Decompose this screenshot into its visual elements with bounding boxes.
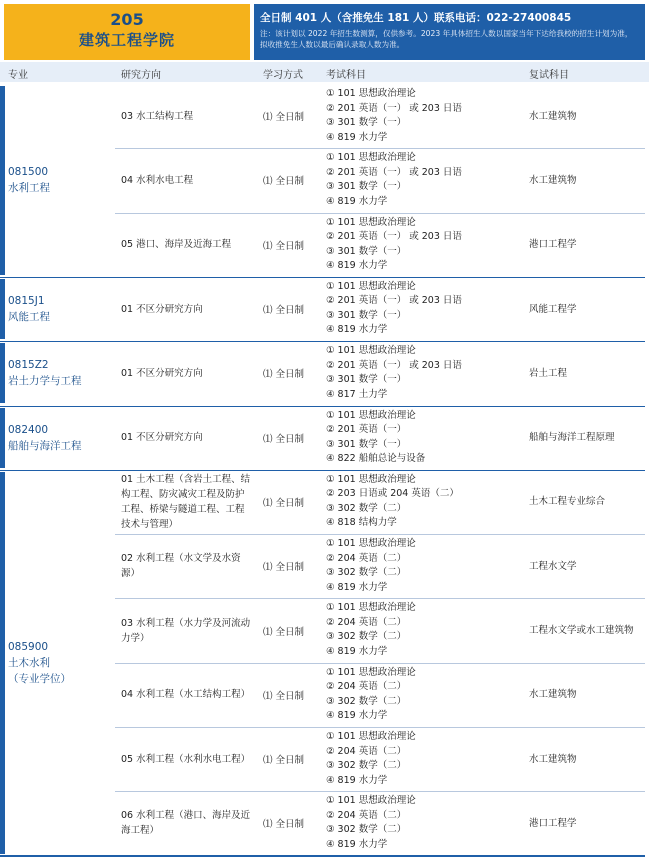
- exam-subjects: [326, 409, 425, 467]
- table-row: [115, 598, 645, 662]
- exam-subject: ④ 817 土力学: [326, 388, 388, 400]
- col-direction: 研究方向: [121, 70, 161, 81]
- school-code: 205: [110, 10, 144, 29]
- exam-subject: ① 101 思想政治理论: [326, 602, 416, 614]
- exam-subject: ④ 819 水力学: [326, 838, 388, 850]
- retest-subject: 工程水文学或水工建筑物: [529, 625, 634, 637]
- exam-subject: ① 101 思想政治理论: [326, 538, 416, 550]
- major-label: [8, 422, 82, 454]
- exam-subject: ④ 819 水力学: [326, 774, 388, 786]
- research-direction: 04 水利工程（水工结构工程）: [121, 689, 251, 701]
- page-header: [0, 0, 649, 62]
- table-row: [115, 84, 645, 148]
- exam-subject: ② 204 英语（二）: [326, 809, 407, 821]
- major-accent-bar: [0, 343, 5, 403]
- major-code: 0815J1: [8, 295, 45, 308]
- research-direction: 01 不区分研究方向: [121, 367, 203, 379]
- exam-subjects: [326, 280, 462, 338]
- exam-subject: ② 203 日语或 204 英语（二）: [326, 488, 459, 500]
- retest-subject: 风能工程学: [529, 303, 577, 315]
- major-accent-bar: [0, 279, 5, 339]
- table-column-header: [0, 62, 649, 82]
- exam-subject: ③ 301 数学（一）: [326, 117, 407, 128]
- table-row: [115, 470, 645, 534]
- exam-subject: ④ 819 水力学: [326, 710, 388, 722]
- exam-subject: ③ 302 数学（二）: [326, 502, 407, 514]
- major-code: 0815Z2: [8, 359, 49, 372]
- major-name: 水利工程: [8, 182, 50, 195]
- enrollment-info-box: [254, 4, 645, 60]
- major-accent-bar: [0, 472, 5, 854]
- research-direction: 02 水利工程（水文学及水资源）: [121, 553, 241, 580]
- study-mode: ⑴ 全日制: [263, 369, 305, 381]
- study-mode: ⑴ 全日制: [263, 755, 305, 767]
- research-direction: 03 水利工程（水力学及河流动力学）: [121, 617, 251, 644]
- study-mode: ⑴ 全日制: [263, 497, 305, 509]
- major-label: [8, 357, 82, 389]
- exam-subject: ② 201 英语（一） 或 203 日语: [326, 166, 462, 178]
- exam-subject: ③ 301 数学（一）: [326, 374, 407, 386]
- study-mode: ⑴ 全日制: [263, 240, 305, 252]
- exam-subject: ③ 301 数学（一）: [326, 309, 407, 321]
- study-mode: ⑴ 全日制: [263, 176, 305, 188]
- major-label: [8, 639, 71, 687]
- exam-subject: ② 201 英语（一） 或 203 日语: [326, 359, 462, 371]
- col-subjects: 考试科目: [326, 70, 366, 81]
- exam-subjects: [326, 87, 462, 145]
- exam-subject: ② 201 英语（一）: [326, 424, 407, 435]
- study-mode: ⑴ 全日制: [263, 562, 305, 574]
- table-row: [115, 148, 645, 212]
- exam-subject: ① 101 思想政治理论: [326, 88, 416, 99]
- major-name: 土木水利: [8, 656, 50, 669]
- exam-subjects: [326, 537, 416, 595]
- research-direction: 01 不区分研究方向: [121, 432, 203, 444]
- exam-subject: ④ 819 水力学: [326, 324, 388, 336]
- study-mode: ⑴ 全日制: [263, 305, 305, 317]
- major-name: 岩土力学与工程: [8, 375, 82, 388]
- major-label: [8, 164, 50, 196]
- retest-subject: 港口工程学: [529, 239, 577, 251]
- school-title-box: [4, 4, 250, 60]
- exam-subject: ③ 302 数学（二）: [326, 631, 407, 643]
- exam-subject: ④ 819 水力学: [326, 645, 388, 657]
- major-code: 085900: [8, 640, 49, 653]
- study-mode: ⑴ 全日制: [263, 819, 305, 831]
- exam-subject: ② 204 英语（二）: [326, 616, 407, 628]
- exam-subject: ③ 302 数学（二）: [326, 824, 407, 836]
- research-direction: 06 水利工程（港口、海岸及近海工程）: [121, 810, 251, 837]
- retest-subject: 岩土工程: [529, 367, 568, 379]
- exam-subject: ③ 302 数学（二）: [326, 567, 407, 579]
- table-row: [115, 663, 645, 727]
- retest-subject: 工程水文学: [529, 560, 577, 572]
- col-mode: 学习方式: [263, 70, 303, 81]
- exam-subject: ① 101 思想政治理论: [326, 345, 416, 357]
- retest-subject: 土木工程专业综合: [529, 496, 606, 508]
- table-row: [115, 341, 645, 405]
- research-direction: 01 不区分研究方向: [121, 303, 203, 315]
- exam-subject: ④ 819 水力学: [326, 260, 388, 272]
- exam-subject: ② 204 英语（二）: [326, 552, 407, 564]
- major-degree-type: （专业学位）: [8, 672, 71, 685]
- major-accent-bar: [0, 408, 5, 468]
- exam-subject: ① 101 思想政治理论: [326, 409, 416, 421]
- school-name: 建筑工程学院: [78, 31, 175, 49]
- exam-subject: ④ 819 水力学: [326, 131, 388, 143]
- exam-subject: ④ 818 结构力学: [326, 517, 397, 529]
- exam-subjects: [326, 344, 462, 402]
- exam-subject: ④ 819 水力学: [326, 581, 388, 593]
- exam-subject: ③ 301 数学（一）: [326, 438, 407, 450]
- table-row: [115, 406, 645, 470]
- exam-subjects: [326, 730, 416, 788]
- exam-subject: ① 101 思想政治理论: [326, 473, 416, 485]
- retest-subject: 水工建筑物: [529, 753, 577, 765]
- research-direction: 03 水工结构工程: [121, 110, 194, 122]
- exam-subject: ③ 302 数学（二）: [326, 760, 407, 771]
- table-row: [115, 277, 645, 341]
- exam-subject: ② 204 英语（二）: [326, 681, 407, 693]
- research-direction: 01 土木工程（含岩土工程、结构工程、防灾减灾工程及防护工程、桥梁与隧道工程、工程技术与管理）: [121, 473, 251, 530]
- exam-subject: ③ 301 数学（一）: [326, 181, 407, 193]
- major-name: 风能工程: [8, 311, 50, 324]
- exam-subject: ① 101 思想政治理论: [326, 795, 416, 807]
- exam-subject: ② 201 英语（一） 或 203 日语: [326, 295, 462, 307]
- major-accent-bar: [0, 86, 5, 275]
- major-name: 船舶与海洋工程: [8, 439, 82, 452]
- exam-subject: ② 204 英语（二）: [326, 745, 407, 757]
- exam-subject: ① 101 思想政治理论: [326, 216, 416, 228]
- exam-subjects: [326, 601, 416, 659]
- exam-subject: ③ 301 数学（一）: [326, 245, 407, 257]
- retest-subject: 水工建筑物: [529, 174, 577, 186]
- retest-subject: 水工建筑物: [529, 110, 577, 122]
- exam-subject: ① 101 思想政治理论: [326, 666, 416, 678]
- exam-subjects: [326, 151, 462, 209]
- exam-subject: ② 201 英语（一） 或 203 日语: [326, 231, 462, 243]
- research-direction: 05 港口、海岸及近海工程: [121, 239, 232, 251]
- study-mode: ⑴ 全日制: [263, 112, 305, 124]
- enrollment-summary: 全日制 401 人（含推免生 181 人）联系电话：022-27400845: [260, 12, 572, 24]
- exam-subjects: [326, 216, 462, 274]
- study-mode: ⑴ 全日制: [263, 690, 305, 702]
- exam-subjects: [326, 666, 416, 724]
- major-code: 082400: [8, 423, 49, 436]
- exam-subject: ④ 819 水力学: [326, 195, 388, 207]
- retest-subject: 港口工程学: [529, 817, 577, 829]
- study-mode: ⑴ 全日制: [263, 626, 305, 638]
- study-mode: ⑴ 全日制: [263, 433, 305, 445]
- col-retest: 复试科目: [529, 70, 569, 81]
- major-label: [8, 293, 50, 325]
- retest-subject: 水工建筑物: [529, 689, 577, 701]
- major-code: 081500: [8, 166, 49, 179]
- table-row: [115, 727, 645, 791]
- exam-subject: ① 101 思想政治理论: [326, 731, 416, 742]
- exam-subjects: [326, 473, 459, 531]
- exam-subject: ① 101 思想政治理论: [326, 280, 416, 292]
- retest-subject: 船舶与海洋工程原理: [529, 432, 615, 444]
- exam-subjects: [326, 794, 416, 852]
- table-row: [115, 791, 645, 855]
- enrollment-note: 注：该计划以 2022 年招生数测算，仅供参考。2023 年具体招生人数以国家当年下达给我校的招生计划为准，拟收推免生人数以最后确认录取人数为准。: [260, 29, 633, 49]
- table-row: [115, 213, 645, 277]
- exam-subject: ③ 302 数学（二）: [326, 695, 407, 707]
- table-row: [115, 534, 645, 598]
- research-direction: 04 水利水电工程: [121, 174, 194, 186]
- exam-subject: ① 101 思想政治理论: [326, 152, 416, 164]
- exam-subject: ④ 822 船舶总论与设备: [326, 453, 426, 464]
- research-direction: 05 水利工程（水利水电工程）: [121, 753, 251, 765]
- exam-subject: ② 201 英语（一） 或 203 日语: [326, 102, 462, 114]
- col-major: 专业: [8, 70, 28, 81]
- table-bottom-line: [0, 855, 645, 857]
